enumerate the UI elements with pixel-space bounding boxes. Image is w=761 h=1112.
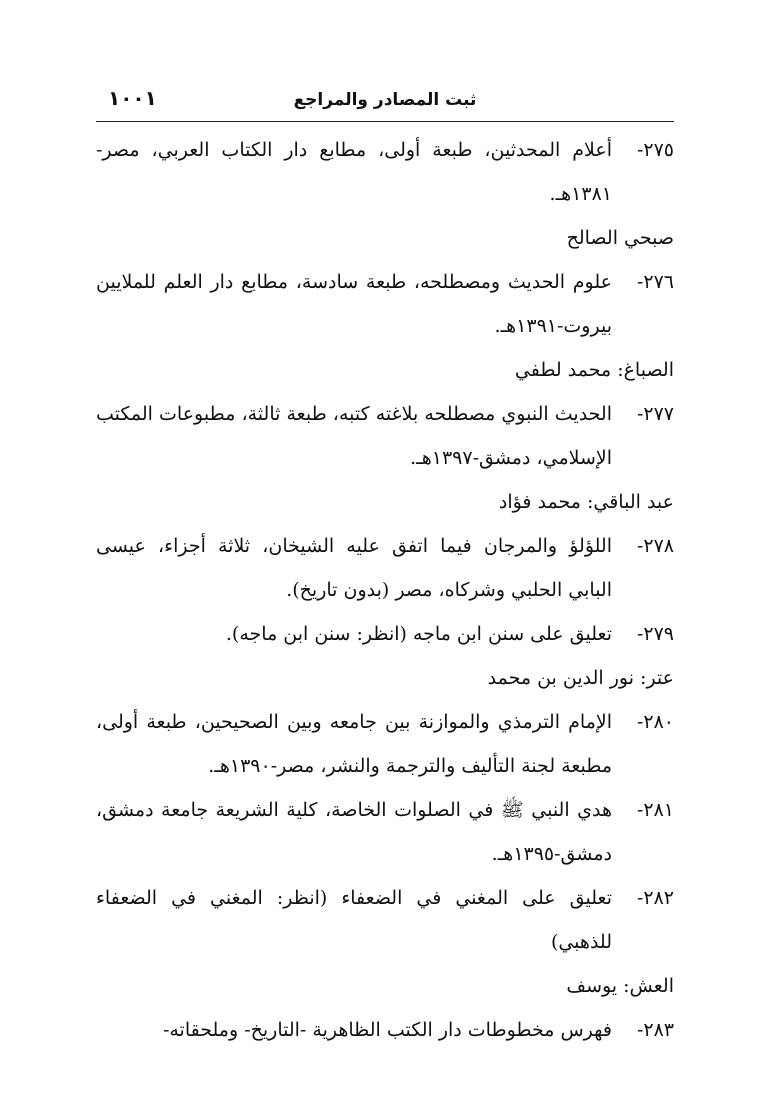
bibliography-entry — [96, 1008, 674, 1052]
entry-text: علوم الحديث ومصطلحه، طبعة سادسة، مطابع دار العلم للملايين بيروت-١٣٩١هـ. — [96, 271, 612, 337]
entry-text: هدي النبي ﷺ في الصلوات الخاصة، كلية الشريعة جامعة دمشق، دمشق-١٣٩٥هـ. — [96, 799, 612, 865]
bibliography-entry — [96, 876, 674, 964]
entry-text: الحديث النبوي مصطلحه بلاغته كتبه، طبعة ثالثة، مطبوعات المكتب الإسلامي، دمشق-١٣٩٧هـ. — [96, 403, 612, 469]
author-heading: عبد الباقي: محمد فؤاد — [498, 491, 674, 513]
entry-number: ٢٨٠- — [636, 711, 674, 733]
entry-text: اللؤلؤ والمرجان فيما اتفق عليه الشيخان، ثلاثة أجزاء، عيسى البابي الحلبي وشركاه، مصر (بدون تاريخ). — [96, 535, 612, 601]
author-heading: الصباغ: محمد لطفي — [514, 359, 674, 381]
entry-number: ٢٧٩- — [636, 623, 674, 645]
entry-number: ٢٧٦- — [636, 271, 674, 293]
entry-text: تعليق على المغني في الضعفاء (انظر: المغني في الضعفاء للذهبي) — [96, 887, 612, 953]
entry-number: ٢٧٥- — [636, 139, 674, 161]
entry-text: الإمام الترمذي والموازنة بين جامعه وبين الصحيحين، طبعة أولى، مطبعة لجنة التأليف والترجمة والنشر، مصر-١٣٩٠هـ. — [96, 711, 612, 777]
bibliography-entry — [96, 788, 674, 876]
bibliography-entry — [96, 392, 674, 480]
entry-number: ٢٨٢- — [636, 887, 674, 909]
author-heading: صبحي الصالح — [566, 227, 674, 249]
entry-number: ٢٨٣- — [636, 1019, 674, 1041]
entry-number: ٢٧٧- — [636, 403, 674, 425]
bibliography-entry — [96, 128, 674, 216]
header-rule — [96, 121, 674, 122]
bibliography-list — [96, 128, 674, 1052]
bibliography-entry — [96, 524, 674, 612]
entry-number: ٢٨١- — [636, 799, 674, 821]
entry-text: أعلام المحدثين، طبعة أولى، مطابع دار الكتاب العربي، مصر- ١٣٨١هـ. — [96, 139, 612, 205]
entry-text: فهرس مخطوطات دار الكتب الظاهرية -التاريخ- وملحقاته- — [162, 1019, 612, 1041]
bibliography-entry — [96, 612, 674, 656]
running-title: ثبت المصادر والمراجع — [293, 90, 477, 110]
entry-text: تعليق على سنن ابن ماجه (انظر: سنن ابن ماجه). — [225, 623, 612, 645]
page-header — [96, 82, 674, 122]
entry-number: ٢٧٨- — [636, 535, 674, 557]
page-number: ١٠٠١ — [108, 86, 157, 110]
bibliography-entry — [96, 700, 674, 788]
author-heading: عتر: نور الدين بن محمد — [487, 667, 674, 689]
author-heading: العش: يوسف — [566, 975, 674, 997]
bibliography-entry — [96, 260, 674, 348]
